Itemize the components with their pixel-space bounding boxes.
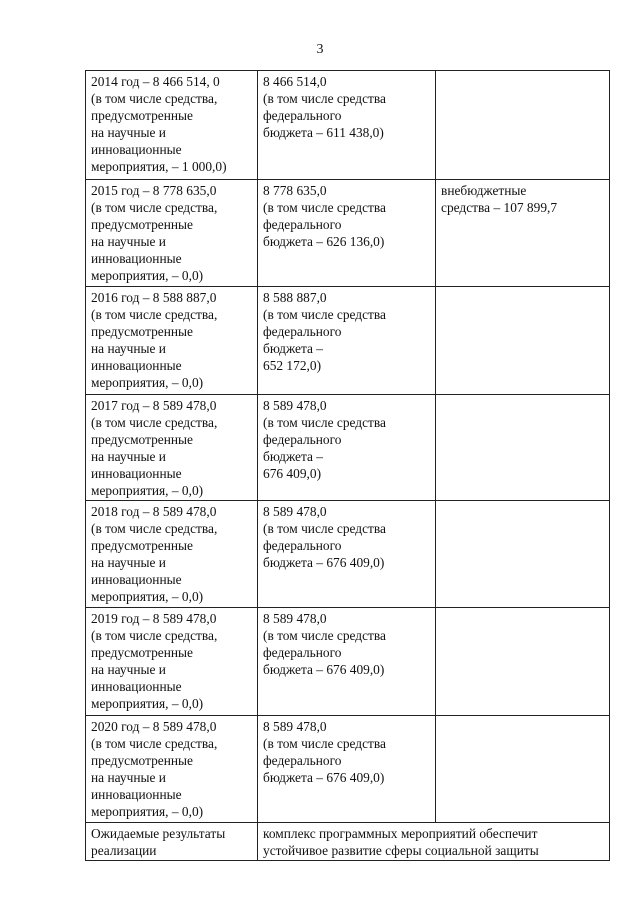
cell-text-line: (в том числе средства, <box>91 521 218 536</box>
cell-text-line: предусмотренные <box>91 108 193 123</box>
cell-text-line: мероприятия, – 0,0) <box>91 483 204 498</box>
cell-text-line: (в том числе средства <box>263 91 386 106</box>
funding-table-body <box>86 71 610 861</box>
cell-text-line: бюджета – 676 409,0) <box>263 770 385 785</box>
cell-text-line: мероприятия, – 0,0) <box>91 804 204 819</box>
cell-text-line: (в том числе средства, <box>91 415 218 430</box>
cell-text-line: (в том числе средства <box>263 521 386 536</box>
cell-text-line: на научные и <box>91 341 166 356</box>
cell-text-line: на научные и <box>91 555 166 570</box>
cell-text-line: мероприятия, – 0,0) <box>91 375 204 390</box>
table-row <box>86 180 610 287</box>
cell-text-line: 8 589 478,0 <box>263 398 327 413</box>
cell-text-line: 652 172,0) <box>263 358 322 373</box>
table-cell <box>86 395 258 501</box>
table-row <box>86 501 610 608</box>
table-row <box>86 395 610 501</box>
cell-text-line: мероприятия, – 0,0) <box>91 696 204 711</box>
page-number: 3 <box>316 42 324 57</box>
cell-text-line: 8 589 478,0 <box>263 719 327 734</box>
table-cell <box>258 823 610 861</box>
table-cell <box>86 823 258 861</box>
table-cell <box>436 71 610 180</box>
cell-text-line: 8 589 478,0 <box>263 611 327 626</box>
table-cell <box>436 716 610 823</box>
cell-text-line: предусмотренные <box>91 432 193 447</box>
cell-text-line: бюджета – 676 409,0) <box>263 555 385 570</box>
cell-text-line: (в том числе средства <box>263 200 386 215</box>
cell-text-line: 2016 год – 8 588 887,0 <box>91 290 217 305</box>
table-cell <box>436 180 610 287</box>
cell-text-line: (в том числе средства <box>263 736 386 751</box>
cell-text-line: инновационные <box>91 679 182 694</box>
cell-text-line: федерального <box>263 324 342 339</box>
cell-text-line: 2017 год – 8 589 478,0 <box>91 398 217 413</box>
table-cell <box>258 501 436 608</box>
cell-text-line: инновационные <box>91 466 182 481</box>
cell-text-line: 8 589 478,0 <box>263 504 327 519</box>
cell-text-line: комплекс программных мероприятий обеспечит <box>263 826 538 841</box>
table-cell <box>86 287 258 395</box>
cell-text-line: бюджета – <box>263 449 323 464</box>
cell-text-line: 8 778 635,0 <box>263 183 327 198</box>
table-cell <box>86 716 258 823</box>
table-cell <box>436 287 610 395</box>
cell-text-line: на научные и <box>91 449 166 464</box>
cell-text-line: (в том числе средства <box>263 307 386 322</box>
cell-text-line: (в том числе средства, <box>91 200 218 215</box>
cell-text-line: (в том числе средства, <box>91 307 218 322</box>
cell-text-line: федерального <box>263 538 342 553</box>
funding-table <box>85 70 610 861</box>
cell-text-line: инновационные <box>91 251 182 266</box>
cell-text-line: предусмотренные <box>91 645 193 660</box>
table-row <box>86 608 610 716</box>
cell-text-line: мероприятия, – 0,0) <box>91 268 204 283</box>
cell-text-line: мероприятия, – 1 000,0) <box>91 159 227 174</box>
table-cell <box>436 501 610 608</box>
cell-text-line: (в том числе средства, <box>91 736 218 751</box>
cell-text-line: федерального <box>263 432 342 447</box>
table-cell <box>86 71 258 180</box>
cell-text-line: федерального <box>263 753 342 768</box>
cell-text-line: 8 466 514,0 <box>263 74 327 89</box>
cell-text-line: инновационные <box>91 358 182 373</box>
cell-text-line: 2015 год – 8 778 635,0 <box>91 183 217 198</box>
cell-text-line: 2014 год – 8 466 514, 0 <box>91 74 220 89</box>
table-cell <box>258 287 436 395</box>
cell-text-line: федерального <box>263 217 342 232</box>
cell-text-line: (в том числе средства, <box>91 91 218 106</box>
cell-text-line: 2018 год – 8 589 478,0 <box>91 504 217 519</box>
cell-text-line: бюджета – 676 409,0) <box>263 662 385 677</box>
cell-text-line: предусмотренные <box>91 753 193 768</box>
cell-text-line: бюджета – 626 136,0) <box>263 234 385 249</box>
cell-text-line: 8 588 887,0 <box>263 290 327 305</box>
cell-text-line: федерального <box>263 645 342 660</box>
cell-text-line: предусмотренные <box>91 217 193 232</box>
cell-text-line: Ожидаемые результаты <box>91 826 226 841</box>
cell-text-line: федерального <box>263 108 342 123</box>
cell-text-line: предусмотренные <box>91 538 193 553</box>
cell-text-line: на научные и <box>91 125 166 140</box>
results-row <box>86 823 610 861</box>
table-cell <box>258 608 436 716</box>
table-cell <box>258 395 436 501</box>
cell-text-line: бюджета – <box>263 341 323 356</box>
table-row <box>86 287 610 395</box>
cell-text-line: на научные и <box>91 662 166 677</box>
cell-text-line: инновационные <box>91 142 182 157</box>
cell-text-line: внебюджетные <box>441 183 527 198</box>
cell-text-line: (в том числе средства <box>263 415 386 430</box>
cell-text-line: (в том числе средства <box>263 628 386 643</box>
cell-text-line: 2019 год – 8 589 478,0 <box>91 611 217 626</box>
cell-text-line: мероприятия, – 0,0) <box>91 589 204 604</box>
cell-text-line: средства – 107 899,7 <box>441 200 558 215</box>
cell-text-line: бюджета – 611 438,0) <box>263 125 384 140</box>
table-cell <box>258 716 436 823</box>
cell-text-line: на научные и <box>91 770 166 785</box>
cell-text-line: устойчивое развитие сферы социальной защиты <box>263 843 539 858</box>
cell-text-line: предусмотренные <box>91 324 193 339</box>
table-row <box>86 716 610 823</box>
table-cell <box>86 501 258 608</box>
table-cell <box>436 395 610 501</box>
cell-text-line: (в том числе средства, <box>91 628 218 643</box>
cell-text-line: 2020 год – 8 589 478,0 <box>91 719 217 734</box>
cell-text-line: инновационные <box>91 787 182 802</box>
cell-text-line: 676 409,0) <box>263 466 322 481</box>
table-cell <box>86 180 258 287</box>
table-cell <box>436 608 610 716</box>
table-cell <box>86 608 258 716</box>
table-row <box>86 71 610 180</box>
cell-text-line: инновационные <box>91 572 182 587</box>
table-cell <box>258 71 436 180</box>
cell-text-line: реализации <box>91 843 157 858</box>
table-cell <box>258 180 436 287</box>
cell-text-line: на научные и <box>91 234 166 249</box>
